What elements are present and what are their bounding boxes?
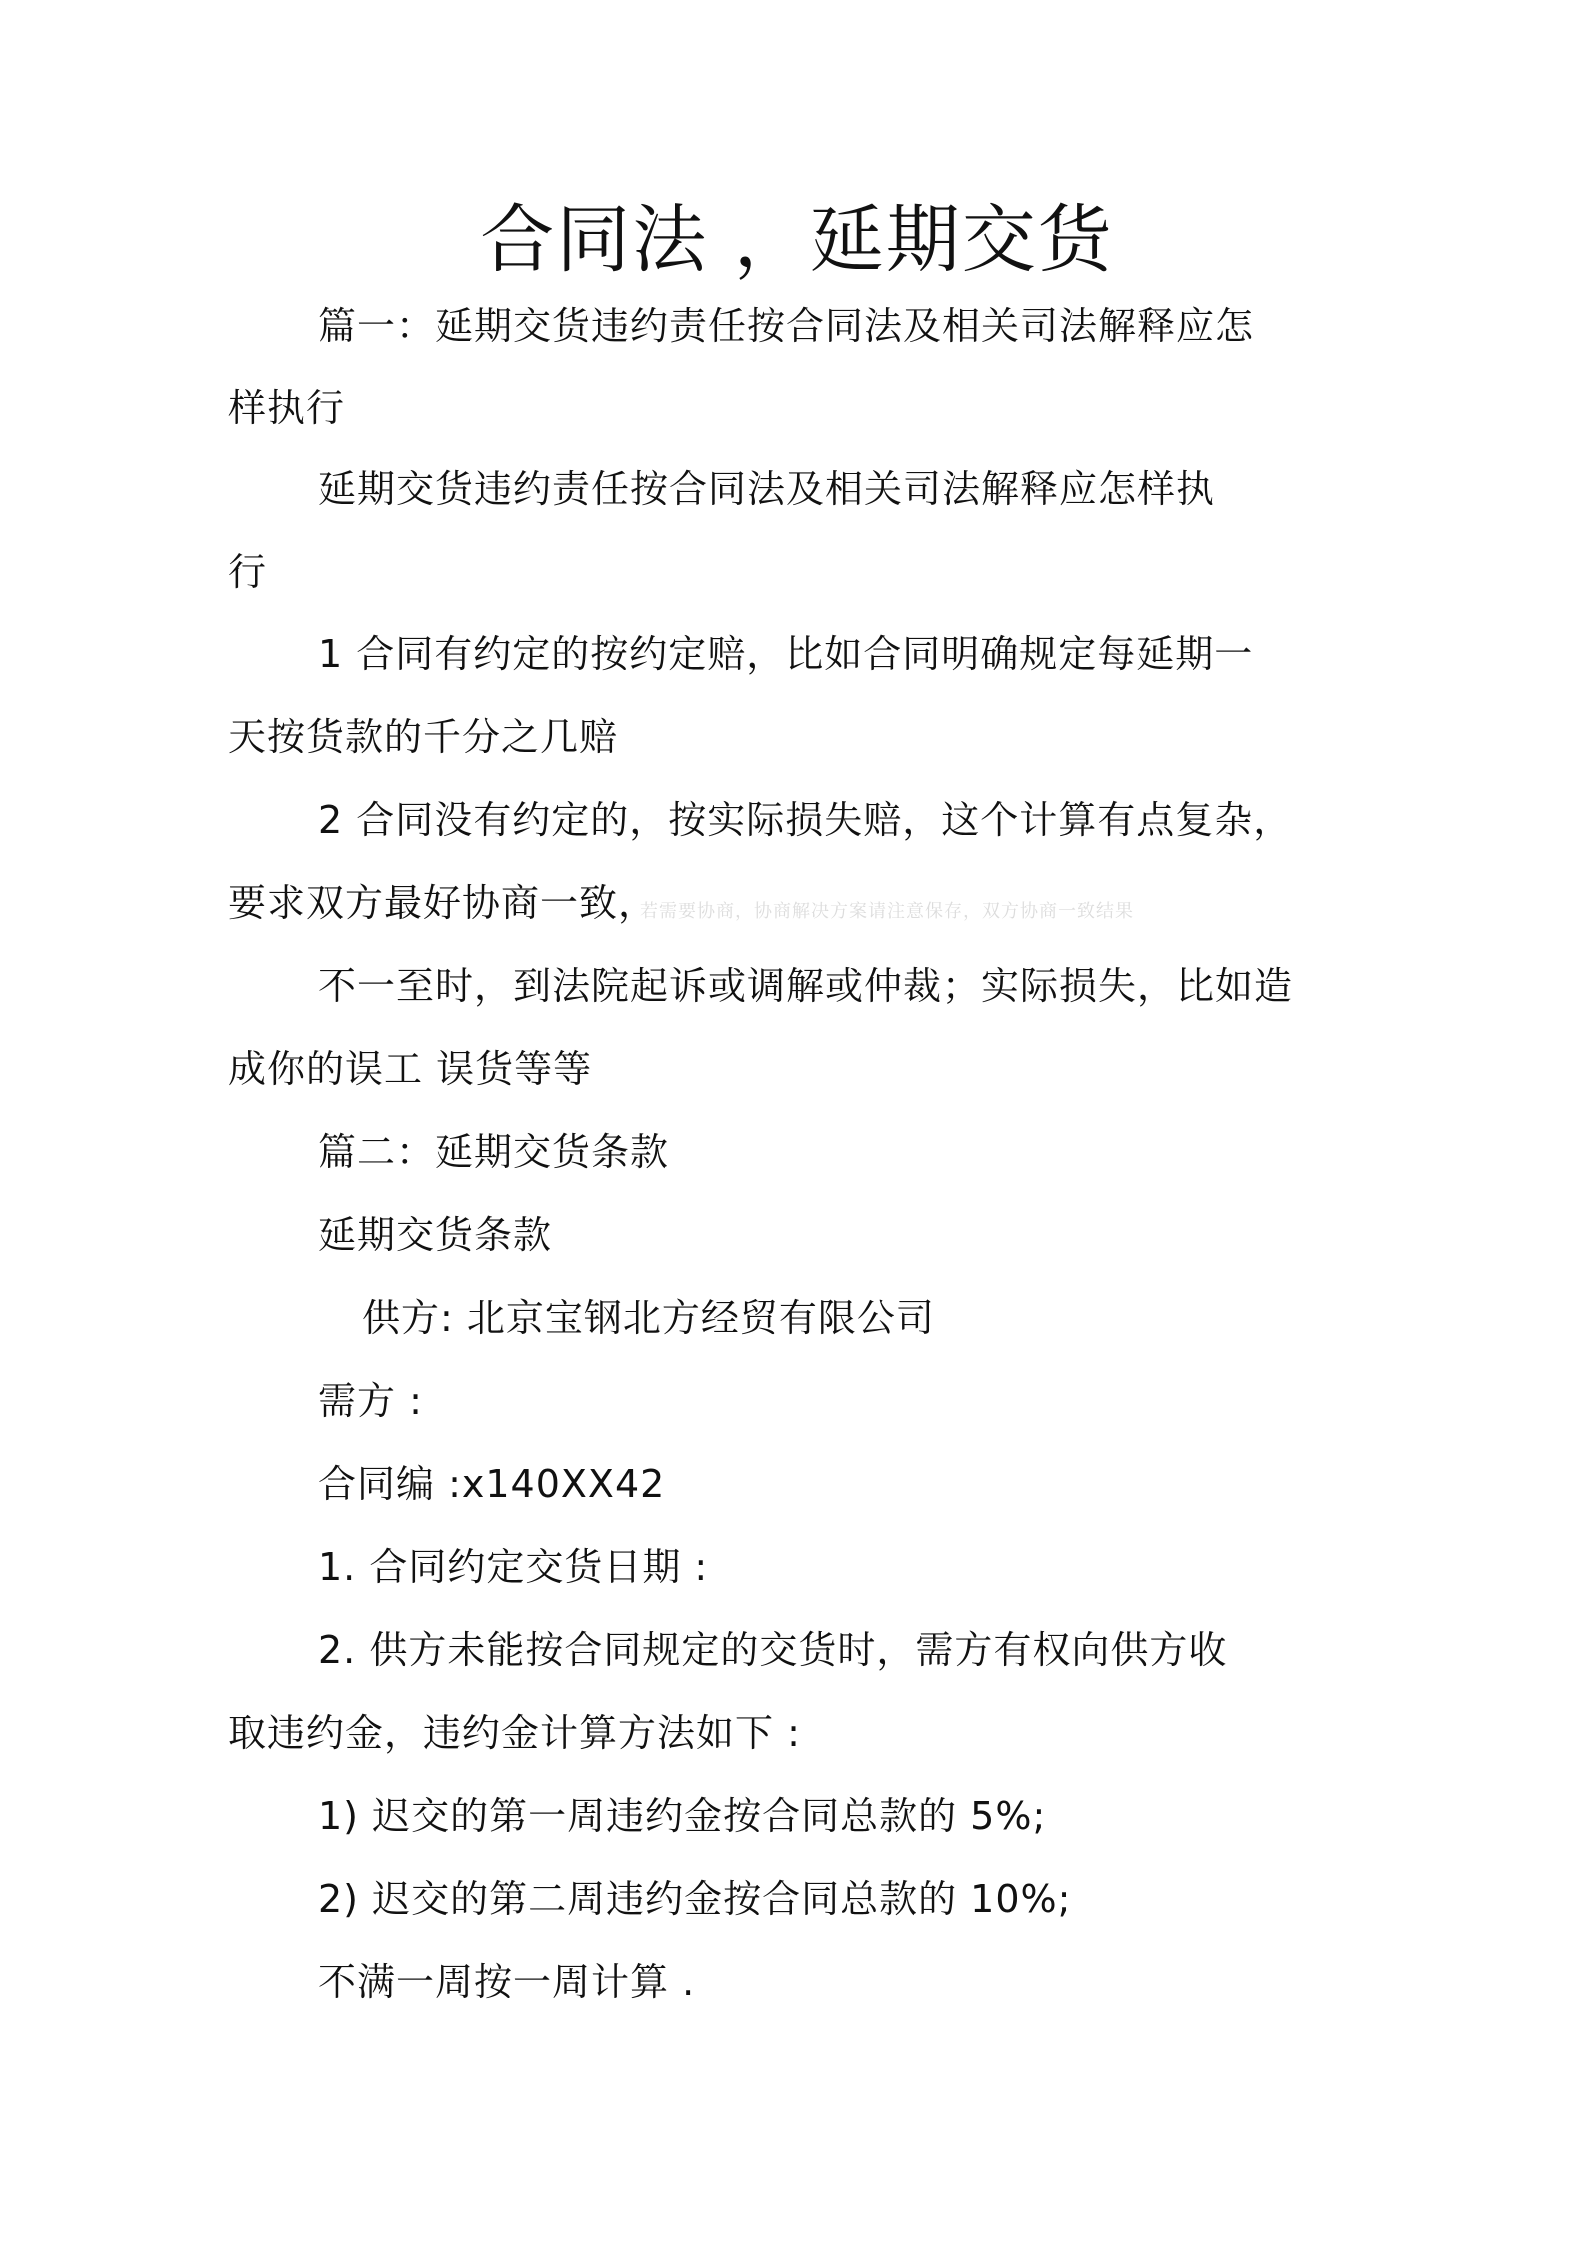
faint-watermark-text: 若需要协商，协商解决方案请注意保存，双方协商一致结果 [640, 901, 1134, 922]
text-line: 合同编 :x140XX42 [318, 1462, 666, 1506]
text-line: 天按货款的千分之几赔 [228, 715, 619, 759]
text-line: 延期交货条款 [318, 1213, 553, 1257]
text-line: 1 合同有约定的按约定赔，比如合同明确规定每延期一 [318, 632, 1254, 676]
section-heading: 篇二：延期交货条款 [318, 1130, 670, 1174]
text-line: 行 [228, 550, 268, 594]
text-line: 不一至时，到法院起诉或调解或仲裁；实际损失，比如造 [318, 964, 1294, 1008]
text-line: 篇一：延期交货违约责任按合同法及相关司法解释应怎 [318, 304, 1255, 348]
text-line: 要求双方最好协商一致， [228, 881, 658, 925]
text-line: 2. 供方未能按合同规定的交货时，需方有权向供方收 [318, 1628, 1228, 1672]
text-line: 供方: 北京宝钢北方经贸有限公司 [362, 1296, 935, 1340]
text-line: 样执行 [228, 386, 346, 430]
text-line: 2 合同没有约定的，按实际损失赔，这个计算有点复杂， [318, 798, 1293, 842]
document-title: 合同法 ，延期交货 [480, 197, 1114, 283]
text-line: 需方 : [318, 1379, 423, 1423]
text-line: 2) 迟交的第二周违约金按合同总款的 10%; [318, 1877, 1072, 1921]
text-line: 1) 迟交的第一周违约金按合同总款的 5%; [318, 1794, 1047, 1838]
text-line: 1. 合同约定交货日期 : [318, 1545, 709, 1589]
text-line: 取违约金，违约金计算方法如下 : [228, 1711, 801, 1755]
text-line: 延期交货违约责任按合同法及相关司法解释应怎样执 [318, 467, 1216, 511]
text-line: 不满一周按一周计算 . [318, 1960, 696, 2004]
text-line: 成你的误工 误货等等 [228, 1047, 593, 1091]
